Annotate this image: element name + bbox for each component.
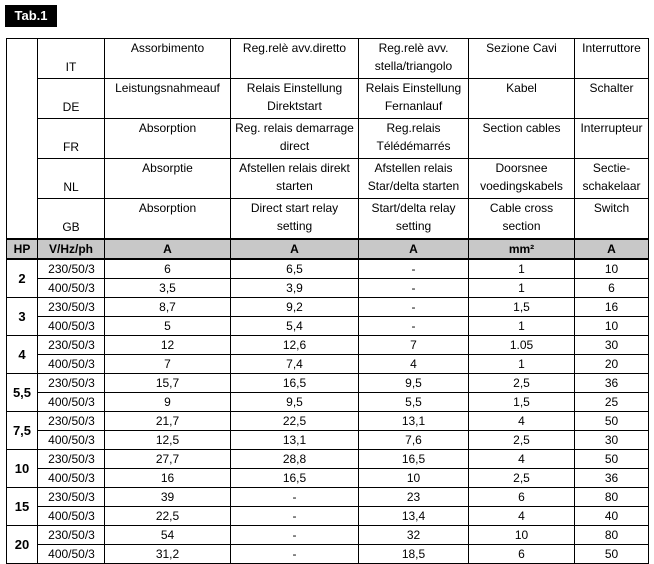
table-cell: 12,5	[105, 431, 231, 450]
voltage-value: 230/50/3	[38, 450, 105, 469]
voltage-value: 400/50/3	[38, 393, 105, 412]
table-row	[7, 259, 649, 279]
table-cell: 6	[575, 279, 649, 298]
column-header: Leistungsnahmeauf	[105, 79, 231, 119]
table-cell: 6	[105, 259, 231, 279]
table-row	[7, 431, 649, 450]
language-row	[7, 79, 649, 119]
table-row	[7, 393, 649, 412]
table-row	[7, 317, 649, 336]
table-cell: 10	[575, 317, 649, 336]
table-cell: 16	[575, 298, 649, 317]
table-cell: 2,5	[469, 469, 575, 488]
hp-value: 10	[7, 450, 38, 488]
table-cell: 2,5	[469, 374, 575, 393]
language-row	[7, 199, 649, 240]
table-cell: 6,5	[231, 259, 359, 279]
hp-value: 3	[7, 298, 38, 336]
table-cell: 7,4	[231, 355, 359, 374]
table-cell: 16,5	[231, 469, 359, 488]
table-cell: 50	[575, 450, 649, 469]
table-cell: 39	[105, 488, 231, 507]
column-header: Direct start relay setting	[231, 199, 359, 240]
table-cell: 2,5	[469, 431, 575, 450]
language-code: DE	[38, 79, 105, 119]
unit-header: mm²	[469, 239, 575, 259]
table-cell: 30	[575, 336, 649, 355]
column-header: Afstellen relais direkt starten	[231, 159, 359, 199]
voltage-value: 230/50/3	[38, 298, 105, 317]
table-cell: 36	[575, 374, 649, 393]
table-cell: 6	[469, 545, 575, 564]
table-cell: 1,5	[469, 298, 575, 317]
table-cell: 4	[359, 355, 469, 374]
table-cell: 5,4	[231, 317, 359, 336]
column-header: Switch	[575, 199, 649, 240]
table-cell: -	[359, 259, 469, 279]
table-cell: 20	[575, 355, 649, 374]
table-cell: 10	[575, 259, 649, 279]
voltage-value: 400/50/3	[38, 469, 105, 488]
column-header: Afstellen relais Star/delta starten	[359, 159, 469, 199]
table-cell: 30	[575, 431, 649, 450]
language-row	[7, 39, 649, 79]
table-row	[7, 355, 649, 374]
voltage-value: 230/50/3	[38, 374, 105, 393]
table-cell: 1	[469, 279, 575, 298]
table-row	[7, 526, 649, 545]
table-cell: 7,6	[359, 431, 469, 450]
table-cell: 22,5	[105, 507, 231, 526]
table-cell: 21,7	[105, 412, 231, 431]
table-cell: 4	[469, 507, 575, 526]
unit-header: A	[105, 239, 231, 259]
table-cell: -	[231, 526, 359, 545]
column-header: Relais Einstellung Fernanlauf	[359, 79, 469, 119]
voltage-value: 400/50/3	[38, 507, 105, 526]
table-cell: 50	[575, 545, 649, 564]
table-row	[7, 374, 649, 393]
table-cell: 32	[359, 526, 469, 545]
table-cell: 4	[469, 450, 575, 469]
table-row	[7, 545, 649, 564]
table-cell: 13,1	[359, 412, 469, 431]
voltage-value: 230/50/3	[38, 526, 105, 545]
language-code: FR	[38, 119, 105, 159]
table-row	[7, 450, 649, 469]
table-row	[7, 336, 649, 355]
hp-value: 20	[7, 526, 38, 564]
table-cell: 10	[469, 526, 575, 545]
table-row	[7, 412, 649, 431]
column-header: Interruttore	[575, 39, 649, 79]
table-cell: 13,4	[359, 507, 469, 526]
voltage-value: 230/50/3	[38, 336, 105, 355]
voltage-value: 400/50/3	[38, 279, 105, 298]
table-cell: 1	[469, 259, 575, 279]
table-cell: 31,2	[105, 545, 231, 564]
table-cell: -	[231, 507, 359, 526]
language-row	[7, 119, 649, 159]
table-cell: 10	[359, 469, 469, 488]
motor-data-table	[6, 38, 649, 564]
table-cell: 6	[469, 488, 575, 507]
table-cell: -	[359, 317, 469, 336]
language-code: NL	[38, 159, 105, 199]
column-header: Absorption	[105, 119, 231, 159]
table-cell: 9	[105, 393, 231, 412]
language-row	[7, 159, 649, 199]
table-cell: -	[359, 279, 469, 298]
table-row	[7, 488, 649, 507]
column-header: Reg.relè avv. stella/triangolo	[359, 39, 469, 79]
units-row	[7, 239, 649, 259]
column-header: Reg.relè avv.diretto	[231, 39, 359, 79]
table-label: Tab.1	[5, 5, 57, 27]
table-row	[7, 298, 649, 317]
table-cell: 16	[105, 469, 231, 488]
column-header: Reg. relais demarrage direct	[231, 119, 359, 159]
table-cell: 16,5	[359, 450, 469, 469]
column-header: Relais Einstellung Direktstart	[231, 79, 359, 119]
table-cell: 25	[575, 393, 649, 412]
column-header: Interrupteur	[575, 119, 649, 159]
table-cell: 7	[359, 336, 469, 355]
language-code: IT	[38, 39, 105, 79]
hp-header: HP	[7, 239, 38, 259]
voltage-value: 400/50/3	[38, 317, 105, 336]
table-cell: -	[359, 298, 469, 317]
table-cell: 23	[359, 488, 469, 507]
table-cell: 16,5	[231, 374, 359, 393]
column-header: Section cables	[469, 119, 575, 159]
voltage-value: 230/50/3	[38, 412, 105, 431]
table-cell: 9,2	[231, 298, 359, 317]
table-cell: 80	[575, 526, 649, 545]
table-cell: 3,9	[231, 279, 359, 298]
voltage-value: 230/50/3	[38, 259, 105, 279]
hp-blank-cell	[7, 39, 38, 240]
voltage-value: 400/50/3	[38, 545, 105, 564]
table-cell: 18,5	[359, 545, 469, 564]
unit-header: A	[575, 239, 649, 259]
table-cell: 5	[105, 317, 231, 336]
table-cell: 54	[105, 526, 231, 545]
column-header: Kabel	[469, 79, 575, 119]
hp-value: 15	[7, 488, 38, 526]
table-cell: 1.05	[469, 336, 575, 355]
table-cell: 40	[575, 507, 649, 526]
table-cell: 1	[469, 355, 575, 374]
table-cell: 3,5	[105, 279, 231, 298]
unit-header: A	[231, 239, 359, 259]
voltage-value: 400/50/3	[38, 431, 105, 450]
column-header: Sectie-schakelaar	[575, 159, 649, 199]
table-row	[7, 469, 649, 488]
table-cell: 4	[469, 412, 575, 431]
table-cell: 5,5	[359, 393, 469, 412]
column-header: Sezione Cavi	[469, 39, 575, 79]
table-cell: 15,7	[105, 374, 231, 393]
voltage-value: 400/50/3	[38, 355, 105, 374]
hp-value: 5,5	[7, 374, 38, 412]
hp-value: 4	[7, 336, 38, 374]
table-row	[7, 507, 649, 526]
table-cell: 8,7	[105, 298, 231, 317]
table-cell: 22,5	[231, 412, 359, 431]
voltage-value: 230/50/3	[38, 488, 105, 507]
table-cell: 1	[469, 317, 575, 336]
column-header: Absorptie	[105, 159, 231, 199]
table-row	[7, 279, 649, 298]
hp-value: 2	[7, 259, 38, 298]
table-cell: 27,7	[105, 450, 231, 469]
unit-header: A	[359, 239, 469, 259]
table-cell: 50	[575, 412, 649, 431]
hp-value: 7,5	[7, 412, 38, 450]
column-header: Doorsnee voedingskabels	[469, 159, 575, 199]
table-cell: 12	[105, 336, 231, 355]
table-cell: 80	[575, 488, 649, 507]
column-header: Cable cross section	[469, 199, 575, 240]
column-header: Assorbimento	[105, 39, 231, 79]
table-cell: 28,8	[231, 450, 359, 469]
table-cell: 1,5	[469, 393, 575, 412]
table-cell: 7	[105, 355, 231, 374]
language-code: GB	[38, 199, 105, 240]
column-header: Start/delta relay setting	[359, 199, 469, 240]
table-cell: -	[231, 488, 359, 507]
table-cell: 12,6	[231, 336, 359, 355]
column-header: Absorption	[105, 199, 231, 240]
voltage-header: V/Hz/ph	[38, 239, 105, 259]
table-cell: -	[231, 545, 359, 564]
table-cell: 36	[575, 469, 649, 488]
column-header: Schalter	[575, 79, 649, 119]
table-cell: 9,5	[231, 393, 359, 412]
table-cell: 9,5	[359, 374, 469, 393]
column-header: Reg.relais Télédémarrés	[359, 119, 469, 159]
table-cell: 13,1	[231, 431, 359, 450]
